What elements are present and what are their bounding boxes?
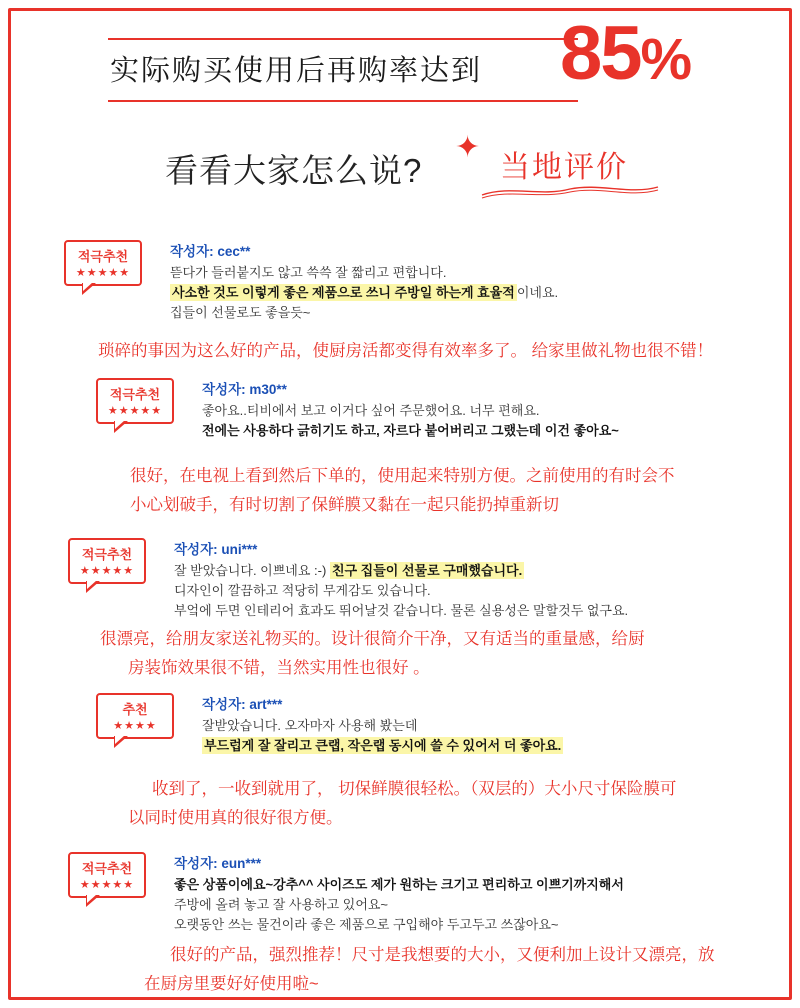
recommend-badge	[96, 378, 174, 424]
review-line: 잘받았습니다. 오자마자 사용해 봤는데	[202, 718, 418, 733]
local-review-label: 当地评价	[500, 151, 628, 184]
review-line: 집들이 선물로도 좋을듯~	[170, 305, 311, 321]
review-line-highlight: 친구 집들이 선물로 구매했습니다.	[331, 563, 523, 578]
review-line: 전에는 사용하다 긁히기도 하고, 자르다 붙어버리고 그랬는데 이건 좋아요~	[202, 423, 619, 439]
badge-stars: ★★★★★	[107, 405, 163, 417]
star-icon: ✦	[455, 131, 481, 164]
review-line	[174, 561, 628, 581]
review-body	[170, 240, 558, 323]
badge-tail-inner	[87, 894, 97, 903]
review-author: 작성자: art***	[202, 697, 283, 712]
review-line	[170, 283, 558, 303]
header	[30, 11, 770, 104]
badge-label: 적극추천	[109, 387, 161, 402]
recommend-badge	[68, 852, 146, 898]
review-line-highlight: 사소한 것도 이렇게 좋은 제품으로 쓰니 주방일 하는게 효율적	[172, 285, 515, 301]
review-line: 좋은 상품이에요~강추^^ 사이즈도 제가 원하는 크기고 편리하고 이쁘기까지해서	[174, 877, 624, 892]
review-line-text: 잘 받았습니다. 이쁘네요 :-)	[174, 563, 327, 578]
badge-stars: ★★★★	[113, 720, 157, 732]
review-translation: 琐碎的事因为这么好的产品，使厨房活都变得有效率多了。 给家里做礼物也很不错！	[98, 342, 714, 360]
review-translation: 很好的产品，强烈推荐！尺寸是我想要的大小，又便利加上设计又漂亮，放	[170, 946, 715, 964]
review-author: 작성자: uni***	[174, 542, 258, 557]
underline-squiggle-icon	[480, 183, 660, 199]
review-body	[174, 852, 624, 935]
percent-sign: %	[640, 27, 691, 92]
badge-stars: ★★★★★	[75, 267, 131, 279]
badge-label: 적극추천	[81, 547, 133, 562]
review-line: 디자인이 깔끔하고 적당히 무게감도 있습니다.	[174, 583, 431, 599]
header-rule-top	[108, 38, 578, 40]
subtitle: 看看大家怎么说?	[165, 152, 423, 189]
recommend-badge	[68, 538, 146, 584]
review-translation: 收到了，一收到就用了， 切保鲜膜很轻松。（双层的）大小尺寸保险膜可	[152, 780, 677, 798]
badge-tail-inner	[115, 420, 125, 429]
review-line-suffix: 이네요.	[516, 285, 559, 301]
review-translation: 很好，在电视上看到然后下单的，使用起来特别方便。之前使用的有时会不	[130, 467, 675, 485]
review-translation: 小心划破手，有时切割了保鲜膜又黏在一起只能扔掉重新切	[130, 496, 559, 514]
review-author: 작성자: m30**	[202, 382, 287, 397]
percent-number: 85	[560, 11, 641, 96]
header-title: 实际购买使用后再购率达到	[110, 55, 483, 87]
review-line: 좋아요..티비에서 보고 이거다 싶어 주문했어요. 너무 편해요.	[202, 403, 540, 418]
review-line-highlight: 부드럽게 잘 잘리고 큰랩, 작은랩 동시에 쓸 수 있어서 더 좋아요.	[204, 738, 562, 754]
review-translation: 很漂亮，给朋友家送礼物买的。设计很简介干净，又有适当的重量感，给厨	[100, 630, 645, 648]
review-line: 오랫동안 쓰는 물건이라 좋은 제품으로 구입해야 두고두고 쓰잖아요~	[174, 917, 559, 933]
badge-tail-inner	[115, 735, 125, 744]
review-translation: 以同时使用真的很好很方便。	[128, 809, 343, 827]
review-body	[202, 693, 563, 756]
review-author: 작성자: cec**	[170, 244, 251, 259]
review-translation: 在厨房里要好好使用啦~	[144, 975, 319, 993]
review-line	[202, 736, 563, 756]
recommend-badge	[96, 693, 174, 739]
review-body	[202, 378, 619, 441]
review-line: 뜯다가 들러붙지도 않고 쓱쓱 잘 짧리고 편합니다.	[170, 265, 447, 280]
review-author: 작성자: eun***	[174, 856, 262, 871]
review-body	[174, 538, 628, 621]
review-line: 주방에 올려 놓고 잘 사용하고 있어요~	[174, 897, 389, 913]
badge-tail-inner	[83, 282, 93, 291]
badge-label: 적극추천	[81, 861, 133, 876]
badge-label: 추천	[122, 702, 148, 717]
badge-stars: ★★★★★	[79, 565, 135, 577]
review-translation: 房装饰效果很不错，当然实用性也很好 。	[128, 659, 430, 677]
review-line: 부엌에 두면 인테리어 효과도 뛰어날것 같습니다. 물론 실용성은 말할것두 없구요.	[174, 603, 629, 619]
badge-stars: ★★★★★	[79, 879, 135, 891]
header-rule-bottom	[108, 100, 578, 102]
recommend-badge	[64, 240, 142, 286]
header-percent	[560, 11, 691, 96]
badge-label: 적극추천	[77, 249, 129, 264]
badge-tail-inner	[87, 580, 97, 589]
